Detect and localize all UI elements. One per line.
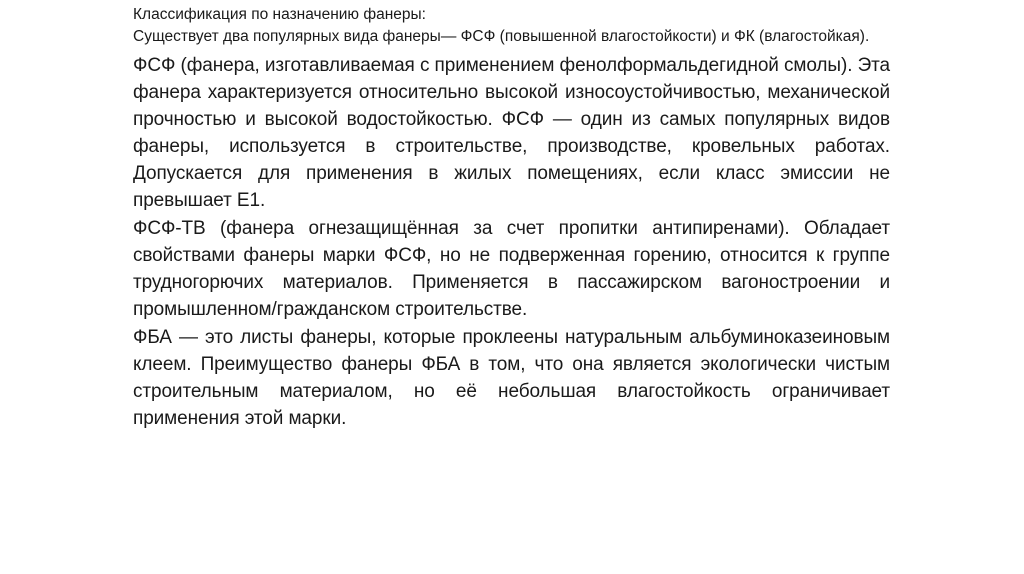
paragraph-fba: ФБА — это листы фанеры, которые проклеены натуральным альбуминоказеиновым клеем. Преимущество фанеры ФБА в том, что она является экологически чистым строительным материалом, но её небольшая влагостойкость ограничивает применения этой марки. — [133, 327, 890, 429]
intro-heading: Классификация по назначению фанеры: — [133, 6, 426, 23]
paragraph-fsf-tv: ФСФ-ТВ (фанера огнезащищённая за счет пропитки антипиренами). Обладает свойствами фанеры марки ФСФ, но не подверженная горению, относится к группе трудногорючих материалов. Применяется в пассажирском вагоностроении и промышленном/гражданском строительстве. — [133, 218, 890, 320]
intro-subtext: Существует два популярных вида фанеры— ФСФ (повышенной влагостойкости) и ФК (влагостойкая). — [133, 28, 870, 45]
slide-content — [133, 4, 890, 433]
paragraph-fsf: ФСФ (фанера, изготавливаемая с применением фенолформальдегидной смолы). Эта фанера характеризуется относительно высокой износоустойчивостью, механической прочностью и высокой водостойкостью. ФСФ — один из самых популярных видов фанеры, используется в строительстве, производстве, кровельных работах. Допускается для применения в жилых помещениях, если класс эмиссии не превышает Е1. — [133, 55, 890, 211]
intro-block — [133, 4, 890, 48]
